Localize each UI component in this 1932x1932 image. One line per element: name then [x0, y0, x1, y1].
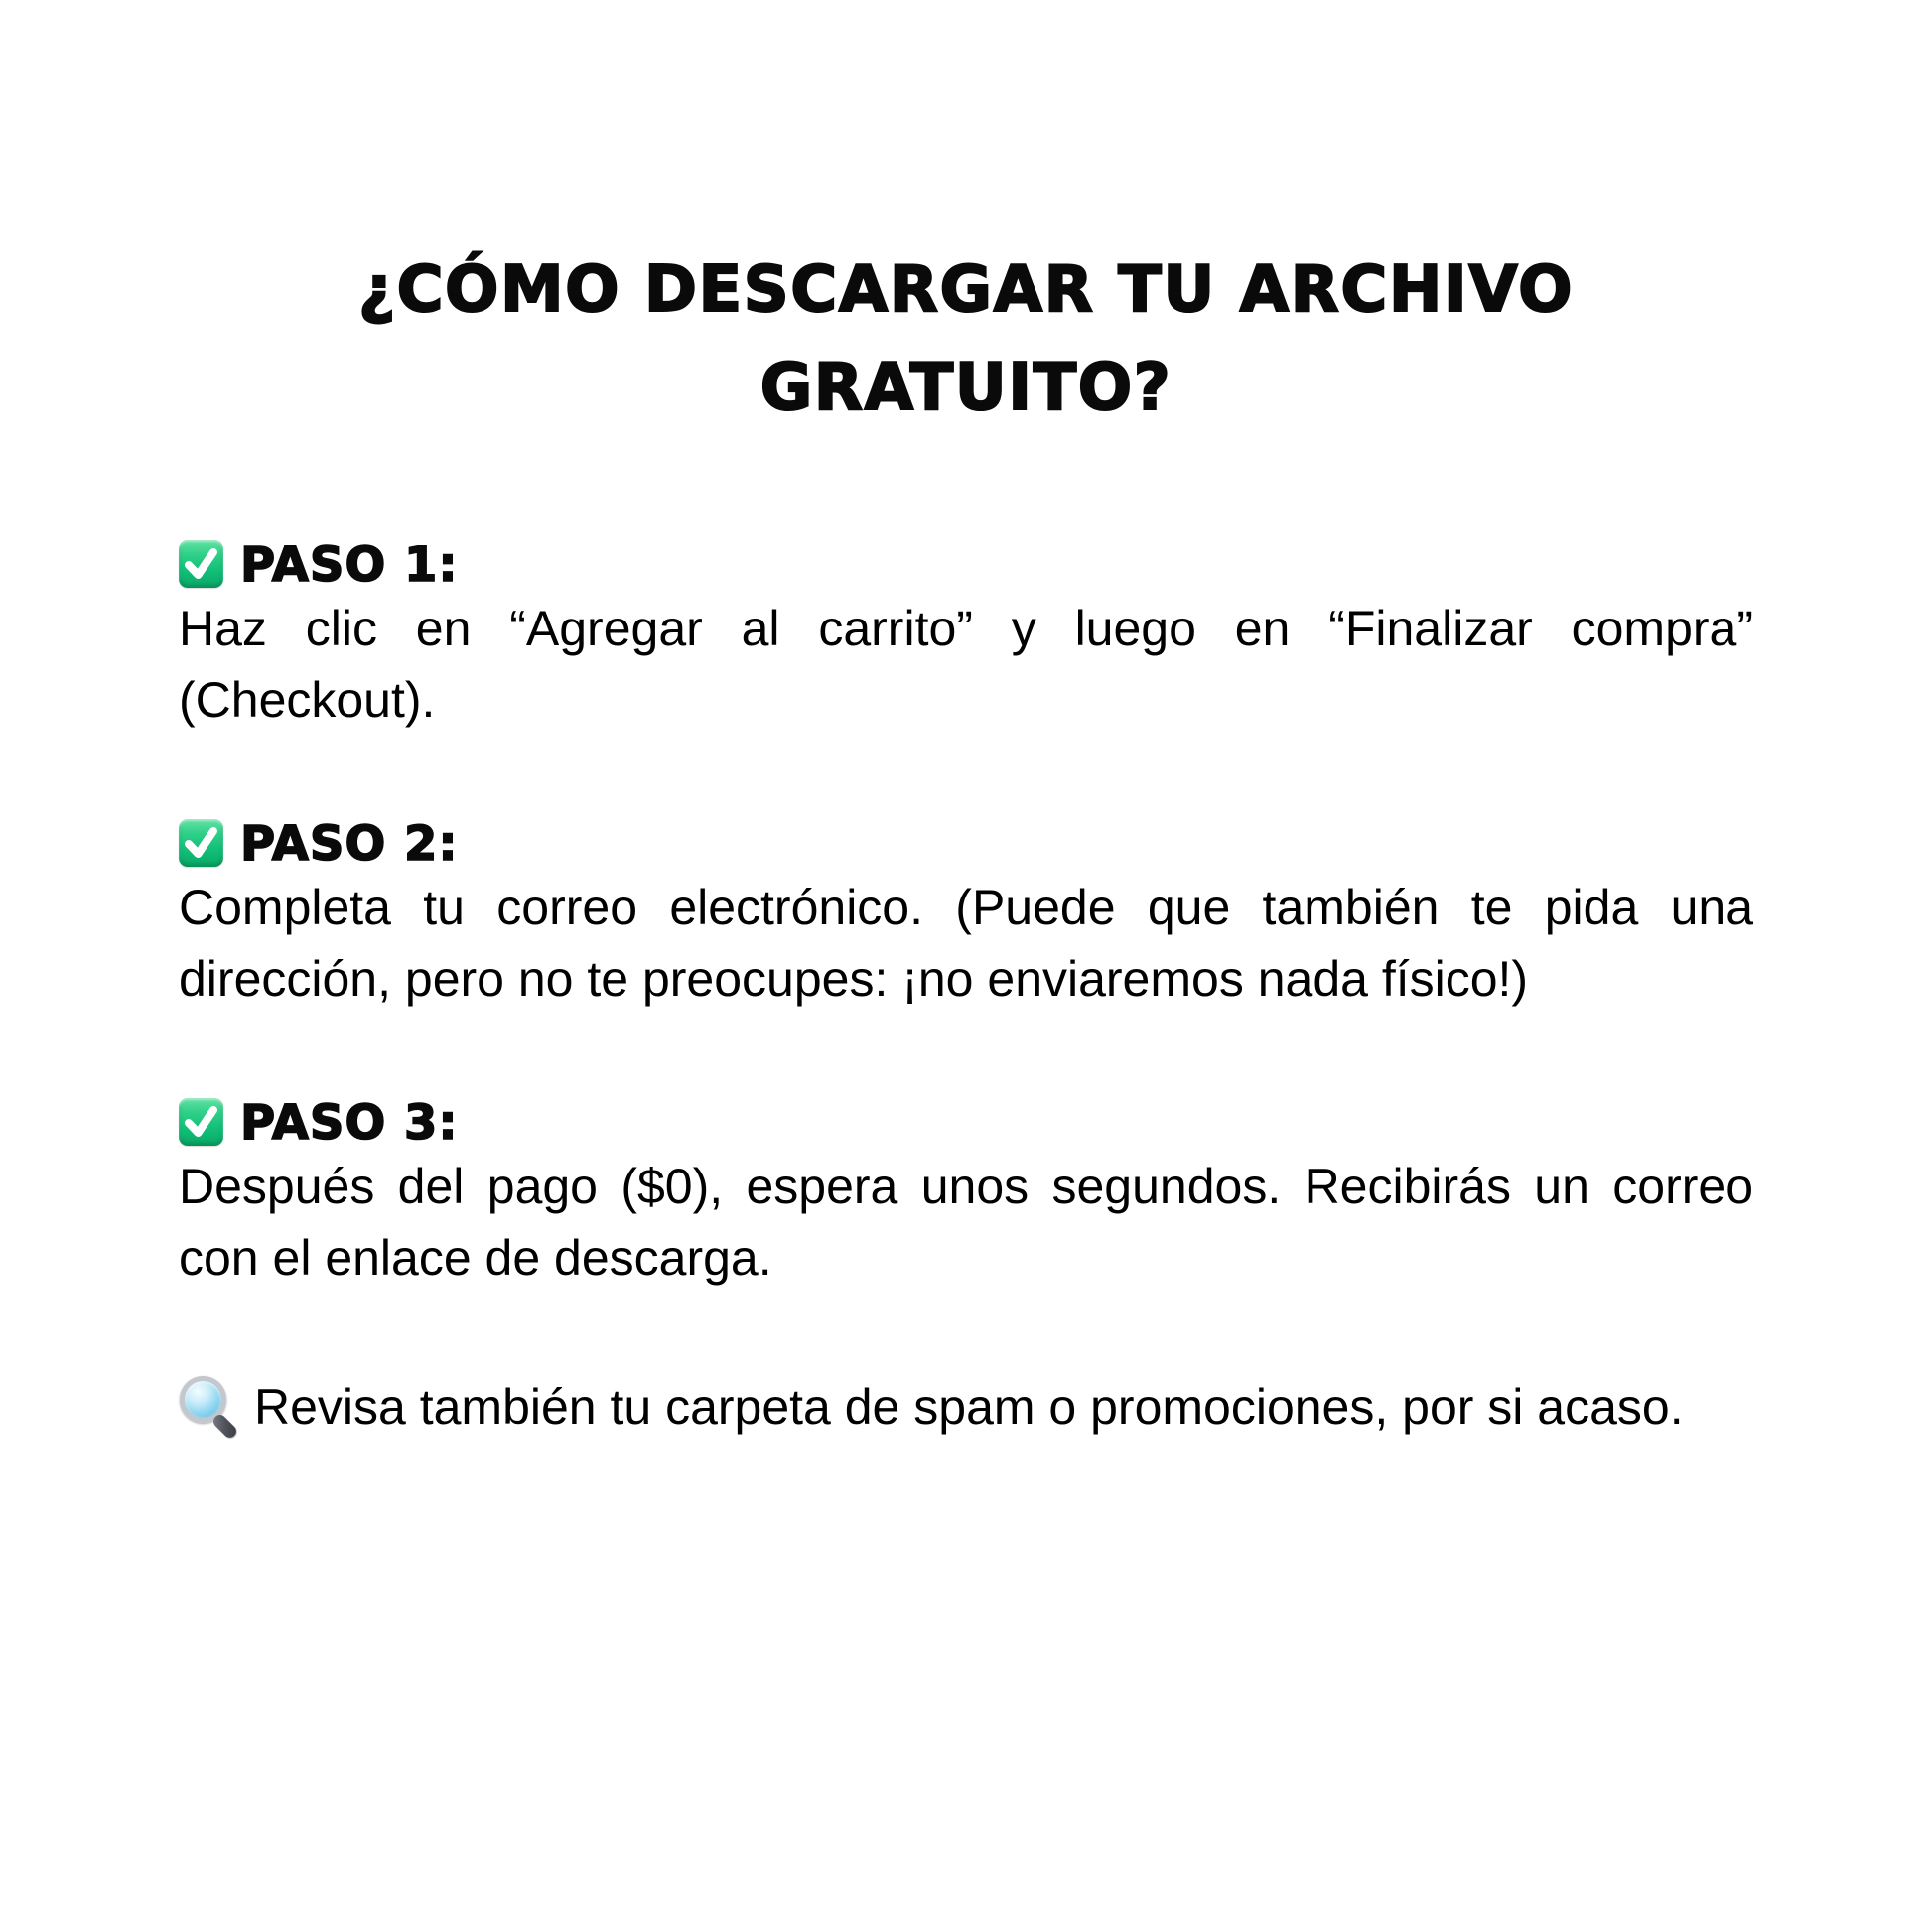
spam-note: [179, 1375, 1753, 1439]
step-2-heading: [179, 815, 1753, 871]
step-1-label: PASO 1:: [240, 537, 459, 593]
step-2-section: [179, 815, 1753, 1015]
magnifying-glass-handle: [210, 1412, 238, 1440]
step-2-label: PASO 2:: [240, 816, 459, 872]
step-3-heading: [179, 1094, 1753, 1150]
check-mark-button-icon: [179, 1098, 223, 1146]
step-2-body: Completa tu correo electrónico. (Puede que también te pida una dirección, pero no te preocupes: ¡no enviaremos nada físico!): [179, 880, 1753, 1007]
step-3-section: [179, 1094, 1753, 1294]
check-mark-button-icon: [179, 819, 223, 867]
page-title-line-1: ¿CÓMO DESCARGAR TU ARCHIVO: [357, 253, 1575, 327]
step-1-body: Haz clic en “Agregar al carrito” y luego en “Finalizar compra” (Checkout).: [179, 601, 1753, 728]
step-3-body: Después del pago ($0), espera unos segundos. Recibirás un correo con el enlace de descarga.: [179, 1159, 1753, 1286]
spam-note-text: Revisa también tu carpeta de spam o promociones, por si acaso.: [254, 1379, 1684, 1435]
step-1-heading: [179, 536, 1753, 592]
page-title-line-2: GRATUITO?: [759, 351, 1173, 425]
step-3-label: PASO 3:: [240, 1095, 459, 1151]
magnifying-glass-icon: [179, 1375, 236, 1437]
check-mark-button-icon: [179, 540, 223, 588]
page-title: [326, 241, 1606, 438]
step-1-section: [179, 536, 1753, 736]
